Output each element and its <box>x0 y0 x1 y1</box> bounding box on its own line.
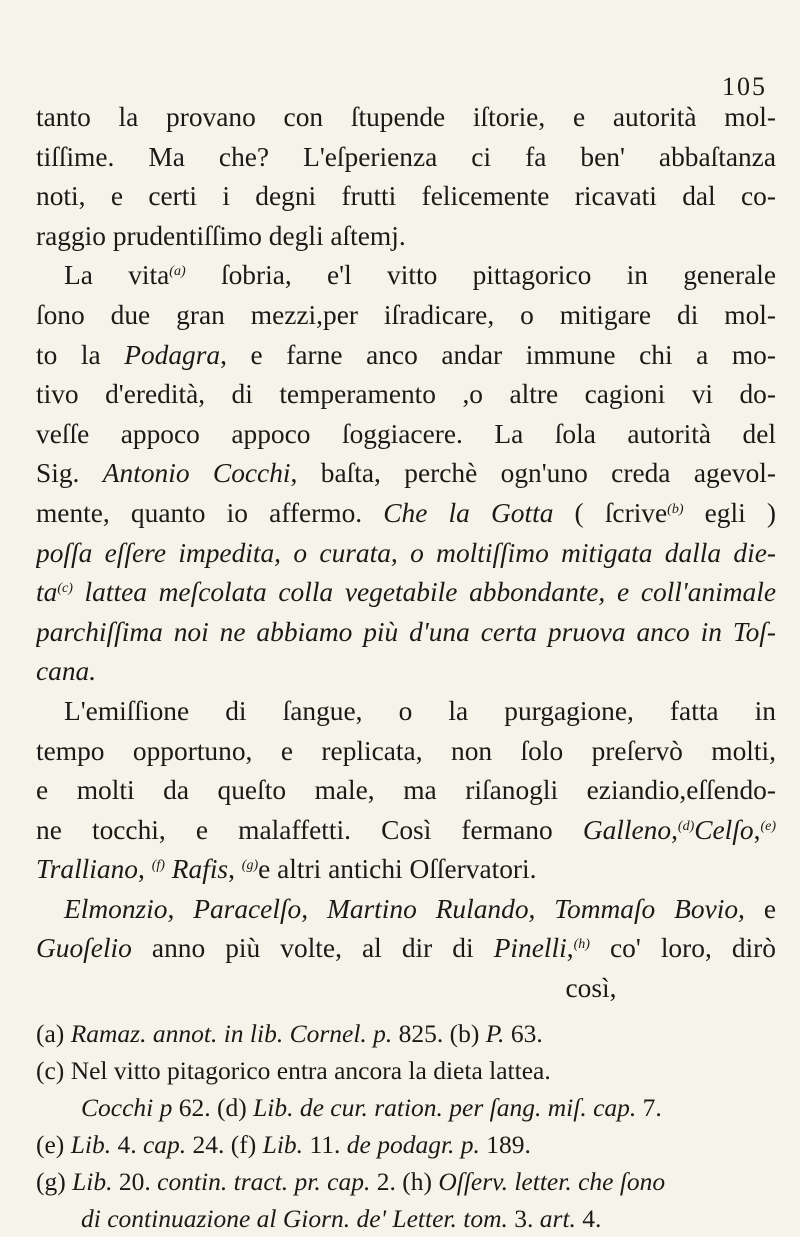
text-line: tiſſime. Ma che? L'eſperienza ci fa ben' abbaſtanza <box>36 141 776 172</box>
footnote: (g) Lib. 20. contin. tract. pr. cap. 2. (h) Oſſerv. letter. che ſono <box>36 1166 666 1196</box>
text-line: poſſa eſſere impedita, o curata, o moltiſſimo mitigata dalla die- <box>36 537 776 568</box>
footnotes <box>36 1015 776 1237</box>
text-line: Guoſelio anno più volte, al dir di Pinelli,$^{(h)}$ co' loro, dirò <box>36 933 776 964</box>
footnote: (e) Lib. 4. cap. 24. (f) Lib. 11. de podagr. p. 189. <box>36 1129 531 1159</box>
text-line: to la Podagra, e farne anco andar immune chi a mo- <box>36 339 776 370</box>
footnote: (c) Nel vitto pitagorico entra ancora la dieta lattea. <box>36 1055 551 1085</box>
text-line: La vita$^{(a)}$ ſobria, e'l vitto pittagorico in generale <box>64 260 776 291</box>
text-line: così, <box>565 973 617 1004</box>
page-number: 105 <box>722 72 767 101</box>
text-line: raggio prudentiſſimo degli aſtemj. <box>36 220 406 251</box>
text-line: mente, quanto io affermo. Che la Gotta ( ſcrive$^{(b)}$ egli ) <box>36 497 776 528</box>
text-line: Sig. Antonio Cocchi, baſta, perchè ogn'uno creda agevol- <box>36 458 776 489</box>
text-line: ſono due gran mezzi,per iſradicare, o mitigare di mol- <box>36 299 776 330</box>
text-line: Elmonzio, Paracelſo, Martino Rulando, Tommaſo Bovio, e <box>64 893 776 924</box>
main-text <box>36 98 776 1237</box>
text-line: $ta^{(c)}$ lattea meſcolata colla vegetabile abbondante, e coll'animale <box>36 577 776 608</box>
text-line: tivo d'eredità, di temperamento ,o altre cagioni vi do- <box>36 379 776 410</box>
text-line: tempo opportuno, e replicata, non ſolo preſervò molti, <box>36 735 776 766</box>
text-line: L'emiſſione di ſangue, o la purgagione, fatta in <box>64 695 776 726</box>
text-line: tanto la provano con ſtupende iſtorie, e autorità mol- <box>36 102 776 132</box>
text-line: Tralliano, $^{(f)}$ Rafis, $^{(g)}$e altri antichi Oſſervatori. <box>36 854 537 885</box>
text-line: ne tocchi, e malaffetti. Così fermano Galleno,$^{(d)}$Celſo,$^{(e)}$ <box>36 814 776 845</box>
text-line: cana. <box>36 656 97 687</box>
text-line: parchiſſima noi ne abbiamo più d'una certa pruova anco in Toſ- <box>36 616 776 647</box>
footnote: Cocchi p 62. (d) Lib. de cur. ration. per ſang. miſ. cap. 7. <box>81 1092 662 1122</box>
footnote: di continuazione al Giorn. de' Letter. tom. 3. art. 4. <box>81 1203 602 1233</box>
footnote: (a) Ramaz. annot. in lib. Cornel. p. 825. (b) P. 63. <box>36 1018 543 1048</box>
text-line: veſſe appoco appoco ſoggiacere. La ſola autorità del <box>36 418 776 449</box>
text-line: e molti da queſto male, ma riſanogli eziandio,eſſendo- <box>36 775 776 806</box>
text-line: noti, e certi i degni frutti felicemente ricavati dal co- <box>36 181 776 212</box>
